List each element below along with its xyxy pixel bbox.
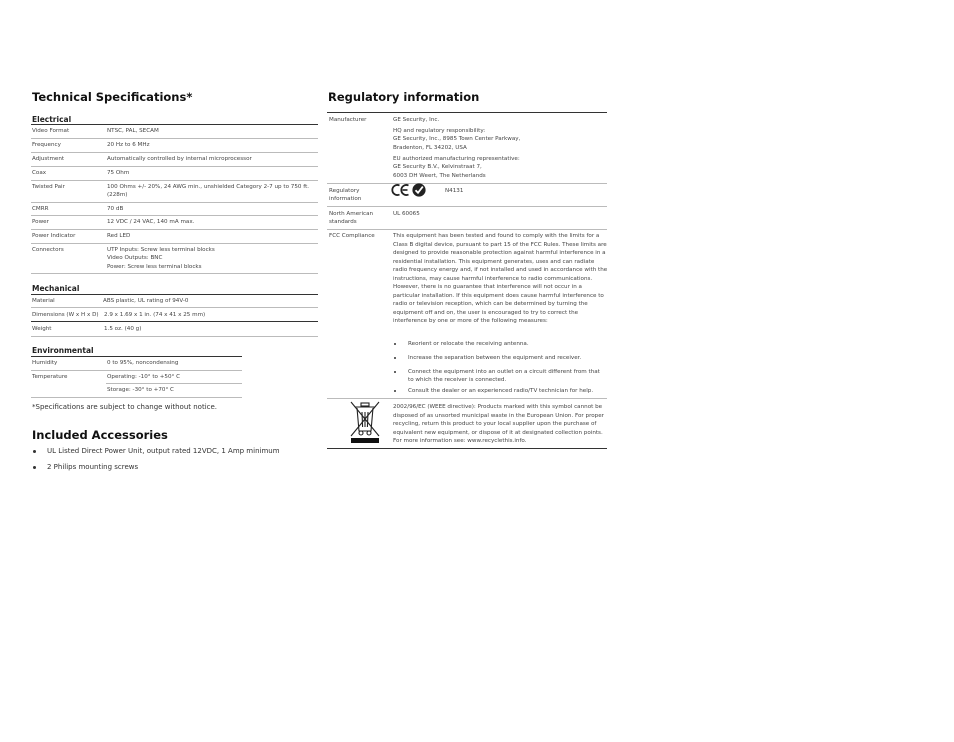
bullet-dot <box>394 343 396 345</box>
spec-label: Power Indicator <box>32 233 76 239</box>
spec-label: Connectors <box>32 247 64 253</box>
weee-directive-text: 2002/96/EC (WEEE directive): Products marked with this symbol cannot be disposed of as unsorted municipal waste in the European Union. For proper recycling, return this product to your local supplier upon the purchase of equivalent new equipment, or dispose of it at designated collection points. For more information see: www.recyclethis.info. <box>393 404 604 444</box>
mechanical-section-title: Mechanical <box>32 284 80 293</box>
spec-value: Automatically controlled by internal microprocessor <box>107 156 252 162</box>
row-divider <box>31 370 242 371</box>
fcc-measure: Reorient or relocate the receiving antenna. <box>408 341 529 347</box>
spec-value: NTSC, PAL, SECAM <box>107 128 159 134</box>
regulatory-information-title: Regulatory information <box>328 90 480 104</box>
row-divider <box>106 383 242 384</box>
bullet-dot <box>394 371 396 373</box>
row-divider <box>327 229 607 230</box>
regulatory-divider <box>327 112 607 113</box>
spec-value: 2.9 x 1.69 x 1 in. (74 x 41 x 25 mm) <box>104 312 206 318</box>
regulatory-code: N4131 <box>445 188 464 194</box>
fcc-measure: Connect the equipment into an outlet on a circuit different from that to which the receiver is connected. <box>408 369 600 383</box>
row-divider <box>31 397 242 398</box>
mechanical-divider <box>31 294 318 295</box>
bullet-dot <box>33 450 36 453</box>
row-divider <box>31 138 318 139</box>
hq-address: HQ and regulatory responsibility: GE Security, Inc., 8985 Town Center Parkway, Bradenton, FL 34202, USA <box>393 128 521 151</box>
weee-bin-icon <box>348 399 382 445</box>
spec-label: Dimensions (W x H x D) <box>32 312 99 318</box>
spec-value: ABS plastic, UL rating of 94V-0 <box>103 298 189 304</box>
spec-label: Humidity <box>32 360 58 366</box>
spec-value: 1.5 oz. (40 g) <box>104 326 142 332</box>
spec-label: CMRR <box>32 206 49 212</box>
spec-label: Weight <box>32 326 52 332</box>
north-american-standards-value: UL 60065 <box>393 211 420 217</box>
fcc-compliance-label: FCC Compliance <box>329 233 375 239</box>
spec-value: UTP Inputs: Screw less terminal blocks Video Outputs: BNC Power: Screw less terminal blocks <box>107 247 215 270</box>
environmental-divider <box>31 356 242 357</box>
specifications-footnote: *Specifications are subject to change without notice. <box>32 403 218 411</box>
row-divider <box>31 336 318 337</box>
spec-value: 12 VDC / 24 VAC, 140 mA max. <box>107 219 195 225</box>
row-divider <box>31 243 318 244</box>
spec-label: Material <box>32 298 55 304</box>
eu-representative: EU authorized manufacturing representative: GE Security B.V., Kelvinstraat 7, 6003 DH Weert, The Netherlands <box>393 156 520 179</box>
row-divider <box>327 183 607 184</box>
row-divider <box>31 307 318 308</box>
row-divider <box>31 229 318 230</box>
fcc-measure: Increase the separation between the equipment and receiver. <box>408 355 582 361</box>
technical-specifications-title: Technical Specifications* <box>32 90 193 104</box>
row-divider <box>31 215 318 216</box>
included-accessories-title: Included Accessories <box>32 428 168 442</box>
fcc-measure: Consult the dealer or an experienced radio/TV technician for help. <box>408 388 594 394</box>
manufacturer-label: Manufacturer <box>329 117 367 123</box>
manufacturer-name: GE Security, Inc. <box>393 117 440 123</box>
spec-value: 70 dB <box>107 206 124 212</box>
spec-label: Temperature <box>32 374 68 380</box>
row-divider <box>327 206 607 207</box>
spec-value: 100 Ohms +/- 20%, 24 AWG min., unshielded Category 2-7 up to 750 ft. (228m) <box>107 184 310 199</box>
regulatory-info-label: Regulatory information <box>329 188 362 203</box>
spec-value: Red LED <box>107 233 131 239</box>
north-american-standards-label: North American standards <box>329 211 374 226</box>
spec-value: 75 Ohm <box>107 170 130 176</box>
row-divider <box>31 180 318 181</box>
spec-value: 20 Hz to 6 MHz <box>107 142 150 148</box>
row-divider <box>31 321 318 322</box>
spec-label: Video Format <box>32 128 70 134</box>
electrical-section-title: Electrical <box>32 115 72 124</box>
spec-label: Coax <box>32 170 47 176</box>
bullet-dot <box>33 466 36 469</box>
c-tick-icon <box>411 182 427 198</box>
spec-label: Power <box>32 219 49 225</box>
row-divider <box>31 152 318 153</box>
spec-value: Operating: -10° to +50° C <box>107 374 181 380</box>
accessory-item: UL Listed Direct Power Unit, output rated 12VDC, 1 Amp minimum <box>47 447 280 455</box>
accessory-item: 2 Philips mounting screws <box>47 463 139 471</box>
row-divider <box>31 273 318 274</box>
spec-label: Frequency <box>32 142 61 148</box>
bullet-dot <box>394 357 396 359</box>
row-divider <box>31 166 318 167</box>
spec-value: Storage: -30° to +70° C <box>107 387 174 393</box>
fcc-compliance-text: This equipment has been tested and found to comply with the limits for a Class B digital device, pursuant to part 15 of the FCC Rules. These limits are designed to provide reasonable protection against harmful interference in a residential installation. This equipment generates, uses and can radiate radio frequency energy and, if not installed and used in accordance with the instructions, may cause harmful interference to radio communications. However, there is no guarantee that interference will not occur in a particular installation. If this equipment does cause harmful interference to radio or television reception, which can be determined by turning the equipment off and on, the user is encouraged to try to correct the interference by one or more of the following measures: <box>393 233 608 324</box>
environmental-section-title: Environmental <box>32 346 94 355</box>
electrical-divider <box>31 124 318 125</box>
row-divider <box>31 202 318 203</box>
spec-value: 0 to 95%, noncondensing <box>107 360 179 366</box>
spec-label: Twisted Pair <box>32 184 65 190</box>
bullet-dot <box>394 390 396 392</box>
regulatory-bottom-divider <box>327 448 607 449</box>
spec-label: Adjustment <box>32 156 65 162</box>
